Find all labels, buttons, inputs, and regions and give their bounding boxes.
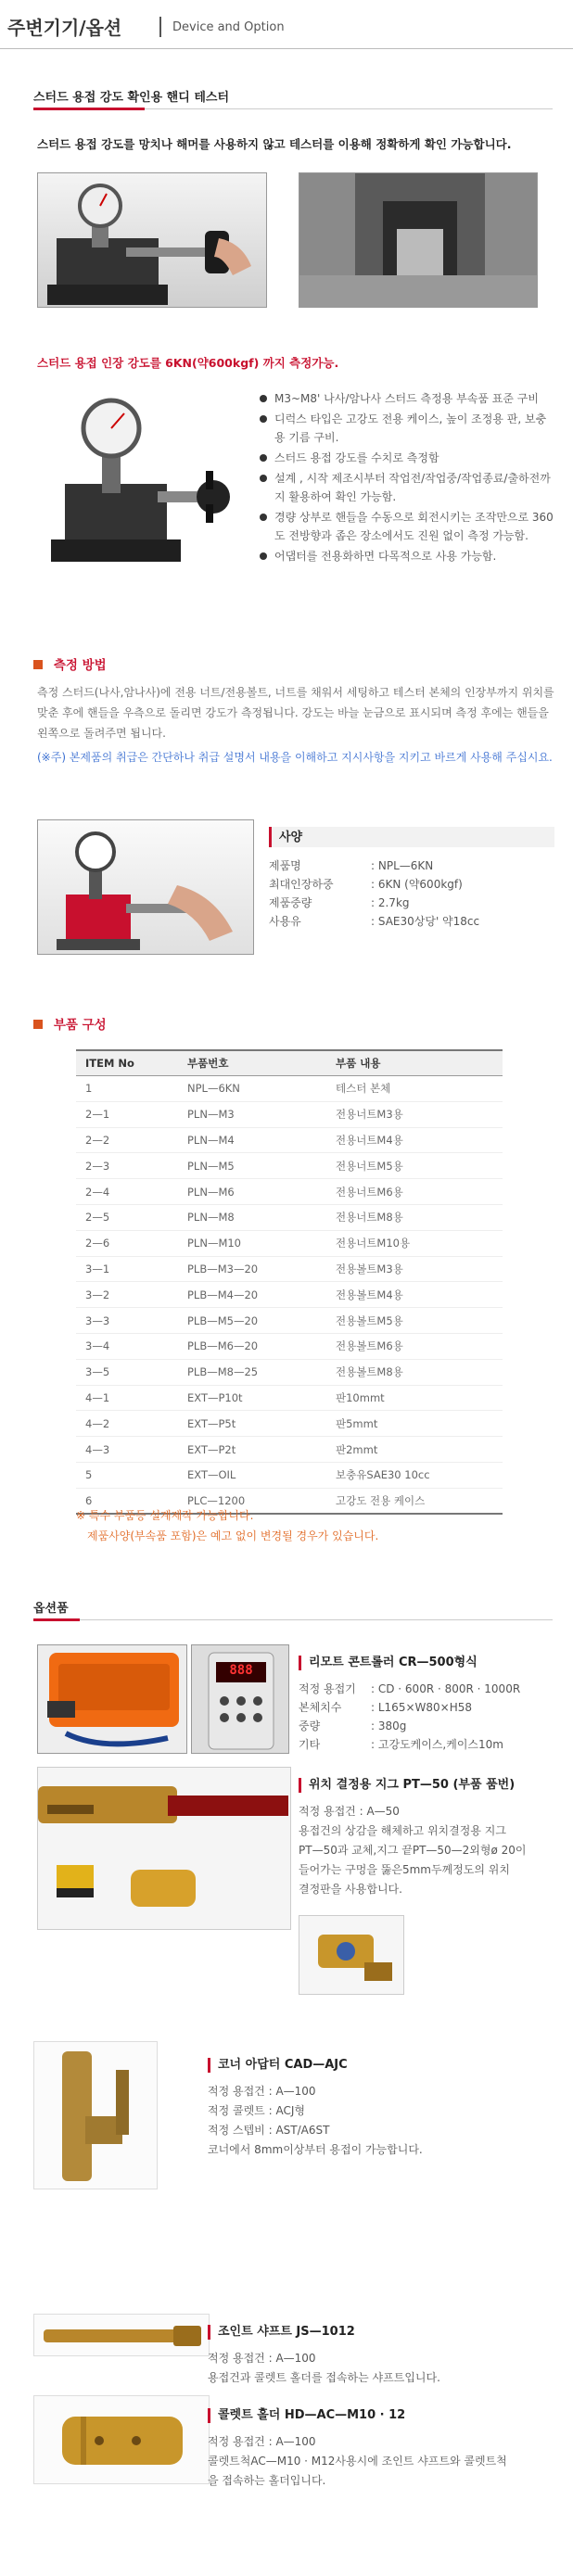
jig-title: 위치 결정용 지그 PT—50 (부품 품번): [309, 1778, 516, 1792]
table-cell: 5: [76, 1462, 178, 1488]
remote-title: 리모트 콘트롤러 CR—500형식: [309, 1656, 478, 1669]
table-cell: 4—1: [76, 1385, 178, 1411]
table-cell: NPL—6KN: [178, 1076, 326, 1102]
table-row: [76, 1411, 503, 1437]
table-cell: 2—6: [76, 1230, 178, 1256]
options-title: 옵션품: [33, 1602, 69, 1616]
column-header: 부품 내용: [326, 1050, 503, 1076]
remote-spec-row: 적정 용접기 : CD · 600R · 800R · 1000R: [299, 1681, 521, 1695]
collet-title: 콜렛트 홀더 HD—AC—M10 · 12: [218, 2408, 406, 2422]
table-header-row: [76, 1050, 503, 1076]
jig-info: 위치 결정용 지그 PT—50 (부품 품번) 적정 용접건 : A—50 용접건의 상감을 해체하고 위치결정용 지그 PT—50과 교체,지그 끝PT—50—2외형ø 20이 들어가는 구멍을 뚫은5mm두께정도의 위치 결정판을 사용합니다.: [299, 1774, 554, 1899]
table-cell: 2—3: [76, 1153, 178, 1179]
spec-heading: [269, 827, 554, 847]
table-row: [76, 1462, 503, 1488]
bullet-square-icon: [33, 660, 43, 669]
table-cell: 전용너트M4용: [326, 1127, 503, 1153]
table-row: [76, 1127, 503, 1153]
jig-detail-photo: [299, 1915, 404, 1995]
red-tester-illustration: [38, 820, 254, 955]
feature-list: [258, 389, 554, 567]
capacity-highlight: 스터드 용접 인장 강도를 6KN(약600kgf) 까지 측정가능.: [37, 356, 339, 370]
remote-spec-row: 중량 : 380g: [299, 1719, 407, 1732]
table-row: [76, 1230, 503, 1256]
jig-heading: [299, 1774, 554, 1793]
section-underline: [33, 108, 145, 110]
table-cell: 3—4: [76, 1333, 178, 1359]
measure-text: 측정 스터드(나사,암나사)에 전용 너트/전용볼트, 너트를 채워서 세팅하고 테스터 본체의 인장부까지 위치를 맞춘 후에 핸들을 우측으로 돌리면 강도가 측정됩니다. 강도는 바늘 눈금으로 표시되며 측정 후에는 핸들을 왼쪽으로 돌려주면 됩니다.: [37, 686, 554, 740]
table-cell: PLB—M5—20: [178, 1308, 326, 1334]
collet-holder-illustration: [34, 2396, 210, 2484]
collet-photo: [33, 2395, 210, 2484]
table-cell: 전용너트M3용: [326, 1101, 503, 1127]
table-row: [76, 1256, 503, 1282]
table-cell: EXT—P10t: [178, 1385, 326, 1411]
table-row: [76, 1333, 503, 1359]
table-cell: 판5mmt: [326, 1411, 503, 1437]
measure-title: 측정 방법: [53, 658, 107, 673]
feature-item: 설계 , 시작 제조시부터 작업전/작업중/작업종료/출하전까지 활용하여 확인 가능함.: [258, 469, 554, 506]
table-cell: 6: [76, 1488, 178, 1514]
corner-photo: [33, 2041, 158, 2189]
table-cell: PLB—M4—20: [178, 1282, 326, 1308]
table-row: [76, 1437, 503, 1463]
tester-photo-2: [299, 172, 538, 308]
joint-title: 조인트 샤프트 JS—1012: [218, 2325, 355, 2339]
spec-row: 제품명 : NPL—6KN: [269, 859, 434, 872]
table-cell: 전용볼트M6용: [326, 1333, 503, 1359]
table-cell: PLB—M8—25: [178, 1359, 326, 1385]
feature-item: 스터드 용접 강도를 수치로 측정함: [258, 449, 554, 467]
table-cell: 전용볼트M8용: [326, 1359, 503, 1385]
table-cell: 2—2: [76, 1127, 178, 1153]
section-title-tester: 스터드 용접 강도 확인용 핸디 테스터: [33, 91, 229, 105]
corner-heading: [208, 2054, 554, 2073]
remote-info: [299, 1652, 554, 1754]
jig-photo: [37, 1767, 291, 1930]
table-cell: 3—1: [76, 1256, 178, 1282]
closeup-illustration: [299, 173, 538, 308]
spec-row: 제품중량 : 2.7kg: [269, 896, 410, 909]
spec-photo: [37, 819, 254, 955]
table-row: [76, 1179, 503, 1205]
parts-table: [76, 1049, 503, 1515]
column-header: ITEM No: [76, 1050, 178, 1076]
joint-info: 조인트 샤프트 JS—1012 적정 용접건 : A—100 용접건과 콜렛트 홀더를 접속하는 샤프트입니다.: [208, 2321, 554, 2388]
bullet-square-icon: [33, 1020, 43, 1029]
table-row: [76, 1385, 503, 1411]
parts-note-1: ※ 특수 부품등 설계제작 가능합니다.: [76, 1509, 254, 1522]
section-rule: [145, 108, 553, 109]
parts-heading: [33, 1014, 107, 1033]
column-header: 부품번호: [178, 1050, 326, 1076]
table-row: [76, 1076, 503, 1102]
remote-unit-photo: [191, 1644, 289, 1754]
table-cell: 전용볼트M3용: [326, 1256, 503, 1282]
table-cell: 고강도 전용 케이스: [326, 1488, 503, 1514]
joint-heading: [208, 2321, 554, 2340]
remote-display: 888: [229, 1663, 253, 1678]
table-row: [76, 1204, 503, 1230]
table-row: [76, 1282, 503, 1308]
table-cell: PLN—M8: [178, 1204, 326, 1230]
spec-title: 사양: [279, 831, 303, 844]
page-subtitle: Device and Option: [172, 20, 285, 34]
table-cell: 3—3: [76, 1308, 178, 1334]
table-cell: 테스터 본체: [326, 1076, 503, 1102]
table-row: [76, 1308, 503, 1334]
spec-block: [269, 827, 554, 931]
table-cell: 보충유SAE30 10cc: [326, 1462, 503, 1488]
page-title: 주변기기/옵션: [7, 17, 122, 39]
table-cell: PLN—M4: [178, 1127, 326, 1153]
table-cell: PLN—M10: [178, 1230, 326, 1256]
corner-info: 코너 아답터 CAD—AJC 적정 용접건 : A—100 적정 콜렛트 : ACJ형 적정 스텝비 : AST/A6ST 코너에서 8mm이상부터 용접이 가능합니다.: [208, 2054, 554, 2160]
remote-spec-row: 본체치수 : L165×W80×H58: [299, 1700, 472, 1714]
title-divider: [159, 17, 161, 37]
table-cell: PLN—M6: [178, 1179, 326, 1205]
table-cell: PLC—1200: [178, 1488, 326, 1514]
table-cell: PLB—M3—20: [178, 1256, 326, 1282]
collet-heading: [208, 2405, 554, 2423]
table-cell: EXT—OIL: [178, 1462, 326, 1488]
options-rule: [80, 1619, 553, 1620]
corner-title: 코너 아답터 CAD—AJC: [218, 2058, 348, 2072]
feature-item: 경량 상부로 핸들을 수동으로 회전시키는 조작만으로 360도 전방향과 좁은 장소에서도 진원 없이 측정 가능함.: [258, 508, 554, 545]
collet-info: 콜렛트 홀더 HD—AC—M10 · 12 적정 용접건 : A—100 콜렛트척AC—M10 · M12사용시에 조인트 샤프트와 콜렛트척 을 접속하는 홀더입니다.: [208, 2405, 554, 2491]
parts-note-2: 제품사양(부속품 포함)은 예고 없이 변경될 경우가 있습니다.: [87, 1529, 379, 1542]
joint-photo: [33, 2314, 210, 2356]
measure-note: (※주) 본제품의 취급은 간단하나 취급 설명서 내용을 이해하고 지시사항을 지키고 바르게 사용해 주십시요.: [37, 751, 553, 764]
table-cell: 판10mmt: [326, 1385, 503, 1411]
measure-heading: [33, 654, 107, 673]
table-cell: EXT—P5t: [178, 1411, 326, 1437]
table-cell: 전용볼트M5용: [326, 1308, 503, 1334]
table-cell: 2—1: [76, 1101, 178, 1127]
table-cell: 3—2: [76, 1282, 178, 1308]
spec-row: 사용유 : SAE30상당' 약18cc: [269, 915, 480, 928]
table-cell: 2—4: [76, 1179, 178, 1205]
table-cell: 전용너트M8용: [326, 1204, 503, 1230]
table-cell: 전용너트M10용: [326, 1230, 503, 1256]
jig-illustration: [38, 1768, 291, 1930]
table-cell: 1: [76, 1076, 178, 1102]
orange-case-illustration: [38, 1645, 187, 1754]
table-cell: PLN—M3: [178, 1101, 326, 1127]
tester-handle-illustration: [37, 382, 241, 564]
tester-photo-3: [37, 382, 241, 564]
section-intro: 스터드 용접 강도를 망치나 해머를 사용하지 않고 테스터를 이용해 정확하게 확인 가능합니다.: [37, 137, 512, 151]
spec-row: 최대인장하중 : 6KN (약600kgf): [269, 878, 463, 891]
table-cell: 전용너트M5용: [326, 1153, 503, 1179]
header-rule: [0, 48, 573, 49]
joint-shaft-illustration: [34, 2315, 210, 2356]
tester-photo-1: [37, 172, 267, 308]
table-cell: 2—5: [76, 1204, 178, 1230]
options-underline: [33, 1618, 80, 1621]
table-cell: 4—2: [76, 1411, 178, 1437]
table-cell: 4—3: [76, 1437, 178, 1463]
table-cell: PLB—M6—20: [178, 1333, 326, 1359]
parts-title: 부품 구성: [53, 1018, 107, 1033]
table-cell: PLN—M5: [178, 1153, 326, 1179]
remote-spec-row: 기타 : 고강도케이스,케이스10m: [299, 1737, 503, 1751]
remote-controller-illustration: [192, 1645, 289, 1754]
table-cell: 3—5: [76, 1359, 178, 1385]
feature-item: 디럭스 타입은 고강도 전용 케이스, 높이 조정용 판, 보충용 기름 구비.: [258, 410, 554, 447]
table-row: [76, 1153, 503, 1179]
remote-heading: [299, 1652, 554, 1670]
parts-table-wrap: [76, 1049, 503, 1515]
table-cell: 전용너트M6용: [326, 1179, 503, 1205]
corner-adapter-illustration: [34, 2042, 158, 2189]
tester-illustration: [38, 173, 267, 308]
table-row: [76, 1359, 503, 1385]
table-cell: 전용볼트M4용: [326, 1282, 503, 1308]
jig-detail-illustration: [299, 1916, 404, 1995]
table-cell: EXT—P2t: [178, 1437, 326, 1463]
feature-item: M3~M8' 나사/암나사 스터드 측정용 부속품 표준 구비: [258, 389, 554, 408]
table-row: [76, 1101, 503, 1127]
table-cell: 판2mmt: [326, 1437, 503, 1463]
feature-item: 어댑터를 전용화하면 다목적으로 사용 가능함.: [258, 547, 554, 565]
remote-case-photo: [37, 1644, 187, 1754]
